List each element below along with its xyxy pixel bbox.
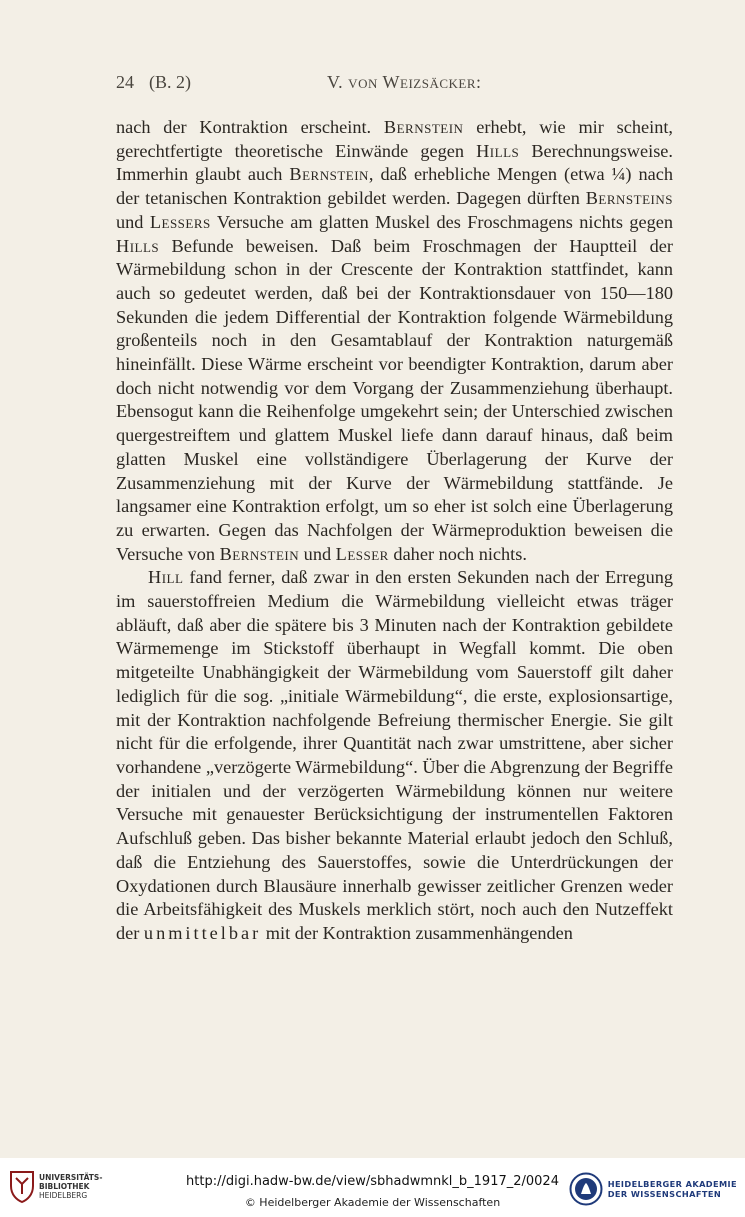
author-heading bbox=[327, 72, 482, 93]
page-number: 24 bbox=[116, 72, 134, 92]
text-run: Berechnungsweise. Immerhin glaubt auch bbox=[116, 140, 673, 185]
body-text bbox=[116, 116, 673, 946]
paragraph-1 bbox=[116, 116, 673, 566]
text-run: Versuche am glatten Muskel des Froschmagens nichts gegen bbox=[210, 211, 673, 232]
author-name-lesser: Lesser bbox=[335, 543, 389, 564]
author-name-lessers: Lessers bbox=[149, 211, 211, 232]
author-name-bernstein: Bernstein bbox=[383, 117, 464, 137]
author-name-hill: Hill bbox=[148, 567, 184, 588]
author-name-bernstein: Bernstein bbox=[219, 543, 300, 564]
text-run: Befunde beweisen. Daß beim Froschmagen der Hauptteil der Wärmebildung schon in der Crescente der Kontraktion stattfindet, kann auch so gedeutet werden, daß bei der Kontraktionsdauer von 150—180 Sekunden die jedem Differential der Kontraktion folgende Wärmebildung großenteils noch in den Gesamtablauf der Kontraktion naturgemäß hineinfällt. Diese Wärme erscheint vor beendigter Kontraktion, darum aber doch nicht notwendig vor dem Vorgang der Zusammenziehung überhaupt. Ebensogut kann die Reihenfolge umgekehrt sein; der Unterschied zwischen quergestreiftem und glattem Muskel liefe dann darauf hinaus, daß beim glatten Muskel eine vollständigere Überlagerung der Kurve der Zusammenziehung mit der Kurve der Wärmebildung stattfände. Je langsamer eine Kontraktion erfolgt, um so eher ist solch eine Überlagerung zu erwarten. Gegen das Nachfolgen der Wärmeproduktion beweisen die Versuche von bbox=[116, 235, 673, 564]
paragraph-2 bbox=[116, 566, 673, 945]
text-run: , daß erhebliche Mengen (etwa ¼) nach der tetanischen Kontraktion gebildet werden. Dagegen dürften bbox=[116, 164, 673, 209]
text-run: mit der Kontraktion zusammenhängenden bbox=[261, 922, 573, 943]
academy-seal-icon bbox=[569, 1172, 603, 1206]
author-prefix: V. von bbox=[327, 72, 383, 92]
academy-name-line: HEIDELBERGER AKADEMIE bbox=[607, 1179, 737, 1189]
author-name-bernsteins: Bernsteins bbox=[585, 188, 673, 209]
academy-logo[interactable] bbox=[569, 1172, 737, 1206]
library-name-line: BIBLIOTHEK bbox=[39, 1181, 90, 1191]
text-run: und bbox=[299, 543, 336, 564]
text-run: nach der Kontraktion erscheint. bbox=[116, 117, 384, 137]
footer-bar bbox=[0, 1158, 745, 1217]
author-name-hills: Hills bbox=[116, 235, 160, 256]
academy-name-line: DER WISSENSCHAFTEN bbox=[607, 1189, 722, 1199]
text-run: fand ferner, daß zwar in den ersten Sekunden nach der Erregung im sauerstoffreien Medium die Wärmebildung vielleicht etwas träger abläuft, daß aber die spätere bis 3 Minuten nach der Kontraktion gebildete Wärmemenge im Stickstoff überhaupt in Wegfall kommt. Die oben mitgeteilte Unabhängigkeit der Wärmebildung vom Sauerstoff gilt daher lediglich für die sog. „initiale Wärmebildung“, die erste, explosionsartige, mit der Kontraktion nachfolgende Befreiung thermischer Energie. Sie gilt nicht für die erfolgende, ihrer Quantität nach zwar umstrittene, aber sicher vorhandene „verzögerte Wärmebildung“. Über die Abgrenzung der Begriffe der initialen und der verzögerten Wärmebildung können nur weitere Versuche mit genauester Berücksichtigung der instrumentellen Faktoren Aufschluß geben. Das bisher bekannte Material erlaubt jedoch den Schluß, daß die Entziehung des Sauerstoffes, sowie die Unterdrückungen der Oxydationen durch Blausäure innerhalb gewisser zeitlicher Grenzen weder die Arbeitsfähigkeit des Muskels merklich stört, noch auch den Nutzeffekt der bbox=[116, 567, 673, 943]
section-ref: (B. 2) bbox=[149, 72, 191, 92]
text-run: und bbox=[116, 211, 150, 232]
author-suffix: : bbox=[476, 72, 483, 92]
source-url-link[interactable]: http://digi.hadw-bw.de/view/sbhadwmnkl_b_1917_2/0024 bbox=[186, 1174, 559, 1189]
text-run: daher noch nichts. bbox=[388, 543, 527, 564]
academy-name bbox=[608, 1179, 737, 1199]
author-name: Weizsäcker bbox=[382, 72, 477, 92]
emphasized-word: unmittelbar bbox=[143, 922, 262, 943]
library-name-line: UNIVERSITÄTS- bbox=[39, 1172, 103, 1182]
running-header bbox=[116, 72, 673, 96]
copyright-notice: © Heidelberger Akademie der Wissenschaften bbox=[244, 1196, 501, 1209]
library-name-line: HEIDELBERG bbox=[39, 1190, 88, 1200]
text-run: erhebt, wie mir scheint, gerechtfertigte theoretische Einwände gegen bbox=[116, 117, 673, 161]
author-name-bernstein: Bernstein bbox=[289, 164, 369, 185]
author-name-hills: Hills bbox=[476, 140, 520, 161]
